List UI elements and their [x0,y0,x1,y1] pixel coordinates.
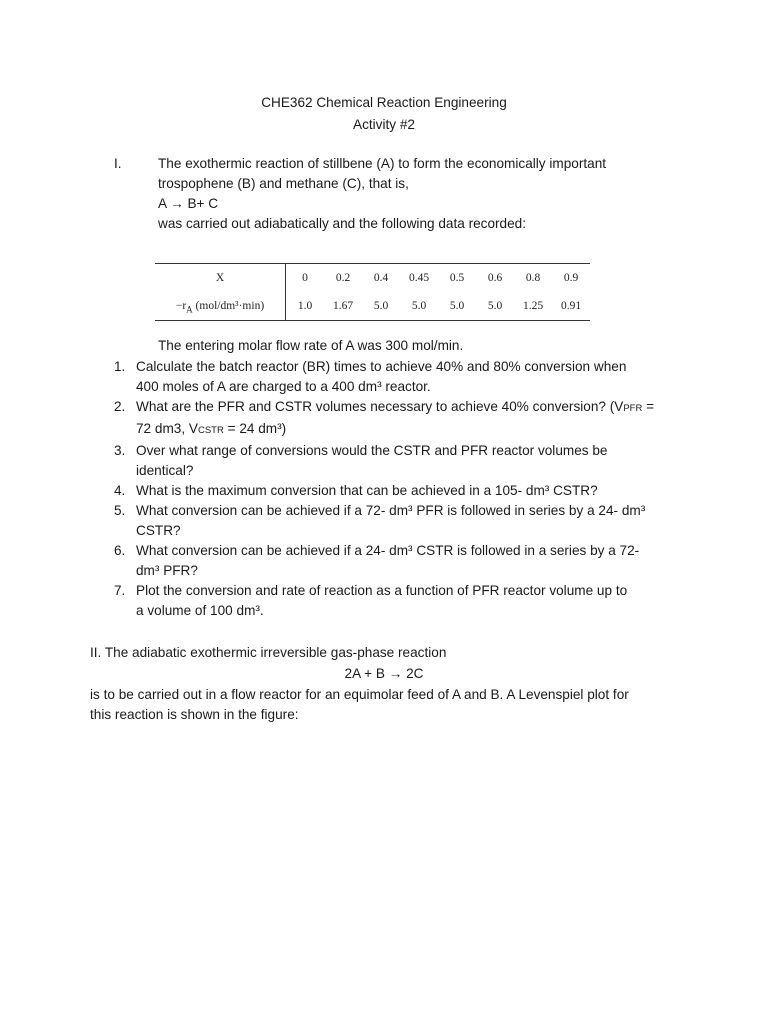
table-cell: 0.45 [400,264,438,293]
list-item [114,357,678,397]
question-text-line [136,397,678,419]
table-cell: 0.5 [438,264,476,293]
page-subtitle: Activity #2 [353,117,415,132]
question-number: 5. [114,503,126,518]
part2-body [90,685,678,725]
question-number: 6. [114,543,126,558]
rate-label-sub: A [186,304,193,315]
part1-intro-line1: The exothermic reaction of stillbene (A) to form the economically important [158,156,607,171]
table-cell: 0.6 [476,264,514,293]
question-number: 3. [114,443,126,458]
table-cell: 1.0 [286,292,325,321]
part2-reaction: 2A + B → 2C [344,666,424,681]
table-cell: 1.67 [324,292,362,321]
question-text: 72 dm3, V [136,421,198,436]
part1-intro-line4: was carried out adiabatically and the following data recorded: [158,216,527,231]
part1-intro-line2: trospophene (B) and methane (C), that is, [158,176,409,191]
table-cell: 5.0 [476,292,514,321]
question-text: = 24 dm³) [223,421,287,436]
page-title: CHE362 Chemical Reaction Engineering [261,95,507,110]
part2-line1: is to be carried out in a flow reactor for an equimolar feed of A and B. A Levenspiel plot for [90,687,629,702]
list-item [114,541,678,581]
table-cell: 0.91 [552,292,590,321]
part1-numeral: I. [114,156,122,171]
question-number: 1. [114,359,126,374]
part1-reaction: A → B+ C [158,196,219,211]
table-header-x: X [155,264,286,293]
question-text-line: Over what range of conversions would the CSTR and PFR reactor volumes be [136,443,608,458]
table-cell: 0 [286,264,325,293]
question-text-line: CSTR? [136,523,181,538]
question-text-line: What is the maximum conversion that can be achieved in a 105- dm³ CSTR? [136,483,598,498]
question-number: 4. [114,483,126,498]
table-header-rate [155,292,286,321]
table-cell: 5.0 [400,292,438,321]
part2-line2: this reaction is shown in the figure: [90,707,299,722]
rate-label-prefix: −r [175,300,187,312]
rate-label-suffix: (mol/dm³·min) [192,300,265,312]
table-cell: 5.0 [438,292,476,321]
table-cell: 0.9 [552,264,590,293]
question-text-line: 400 moles of A are charged to a 400 dm³ reactor. [136,379,431,394]
question-number: 2. [114,399,126,414]
question-text-line: a volume of 100 dm³. [136,603,264,618]
question-text: = [642,399,655,414]
part2-heading: II. The adiabatic exothermic irreversible gas-phase reaction [90,645,447,660]
subscript-cstr: CSTR [197,425,224,436]
table-cell: 1.25 [514,292,552,321]
list-item [114,481,678,501]
question-text-line: What conversion can be achieved if a 72- dm³ PFR is followed in series by a 24- dm³ [136,503,646,518]
part1-intro [158,154,678,234]
table-cell: 0.8 [514,264,552,293]
question-text: What are the PFR and CSTR volumes necessary to achieve 40% conversion? (V [136,399,624,414]
question-text-line [136,419,678,441]
question-text-line: Calculate the batch reactor (BR) times to achieve 40% and 80% conversion when [136,359,627,374]
question-text-line: What conversion can be achieved if a 24- dm³ CSTR is followed in a series by a 72- [136,543,640,558]
question-number: 7. [114,583,126,598]
table-cell: 0.2 [324,264,362,293]
subscript-pfr: PFR [623,403,643,414]
list-item [114,441,678,481]
flow-rate-text: The entering molar flow rate of A was 300 mol/min. [158,338,464,353]
question-text-line: Plot the conversion and rate of reaction as a function of PFR reactor volume up to [136,583,628,598]
list-item [114,501,678,541]
conversion-rate-table [155,263,590,321]
list-item [114,397,678,441]
table-row-rate [155,292,590,321]
table-row-x [155,264,590,293]
question-text-line: dm³ PFR? [136,563,198,578]
table-cell: 0.4 [362,264,400,293]
question-text-line: identical? [136,463,194,478]
question-list [114,357,678,621]
list-item [114,581,678,621]
table-cell: 5.0 [362,292,400,321]
